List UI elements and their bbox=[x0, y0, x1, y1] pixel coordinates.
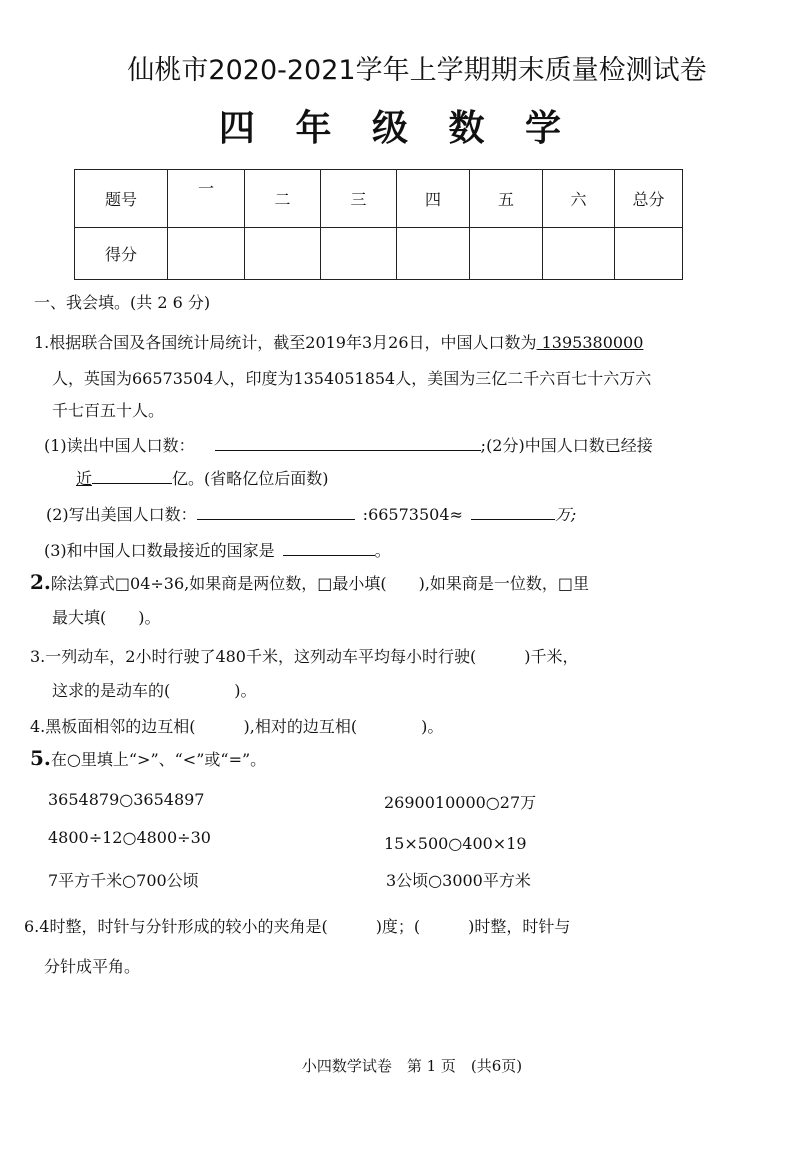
score-cell-total: 总分 bbox=[615, 170, 683, 228]
q1-sub3 bbox=[44, 538, 391, 561]
q4-line1: 4.黑板面相邻的边互相( ),相对的边互相( )。 bbox=[30, 717, 444, 736]
q1-sub2-mid: :66573504≈ bbox=[362, 505, 463, 524]
q1-line1 bbox=[34, 330, 643, 353]
q5-instruction: 在○里填上“>”、“<”或“=”。 bbox=[50, 750, 267, 769]
score-table-header-row bbox=[75, 170, 683, 228]
score-input-1[interactable] bbox=[168, 228, 245, 280]
score-input-6[interactable] bbox=[543, 228, 615, 280]
q5-item-2[interactable]: 2690010000○27万 bbox=[384, 793, 537, 812]
score-cell-5: 五 bbox=[470, 170, 543, 228]
q5-item-6[interactable]: 3公顷○3000平方米 bbox=[386, 871, 531, 890]
q6-line1: 6.4时整，时针与分针形成的较小的夹角是( )度；( )时整，时针与 bbox=[24, 917, 571, 936]
q1-sub1-approx-blank[interactable] bbox=[92, 467, 172, 484]
score-cell-1: 一 bbox=[168, 170, 245, 228]
q5-item-5[interactable]: 7平方千米○700公顷 bbox=[48, 871, 199, 890]
q1-sub3-post: 。 bbox=[374, 541, 391, 560]
score-cell-6: 六 bbox=[543, 170, 615, 228]
q1-sub1-line2-text: 亿。(省略亿位后面数) bbox=[172, 469, 329, 488]
q2-line2: 最大填( )。 bbox=[52, 608, 161, 627]
q1-sub1-mid: ;(2分)中国人口数已经接 bbox=[480, 436, 653, 455]
score-cell-4: 四 bbox=[397, 170, 470, 228]
q1-sub1-word: 近 bbox=[76, 469, 93, 488]
exam-title: 仙桃市2020-2021学年上学期期末质量检测试卷 bbox=[127, 55, 707, 86]
q5-item-4[interactable]: 15×500○400×19 bbox=[384, 834, 527, 853]
q2-line1 bbox=[30, 570, 589, 594]
q1-line1-text: 1.根据联合国及各国统计局统计，截至2019年3月26日，中国人口数为 bbox=[34, 333, 537, 352]
q5-item-1[interactable]: 3654879○3654897 bbox=[48, 790, 205, 809]
q1-sub3-answer-blank[interactable] bbox=[283, 539, 375, 556]
score-cell-2: 二 bbox=[245, 170, 321, 228]
q3-line1: 3.一列动车，2小时行驶了480千米，这列动车平均每小时行驶( )千米， bbox=[30, 647, 579, 666]
q1-sub2-answer-blank[interactable] bbox=[197, 503, 355, 520]
score-table-score-row bbox=[75, 228, 683, 280]
page-footer: 小四数学试卷 第 1 页 (共6页) bbox=[301, 1057, 523, 1075]
score-input-4[interactable] bbox=[397, 228, 470, 280]
q1-sub2-approx-blank[interactable] bbox=[471, 503, 555, 520]
score-input-2[interactable] bbox=[245, 228, 321, 280]
score-input-total[interactable] bbox=[615, 228, 683, 280]
q6-line2: 分针成平角。 bbox=[44, 957, 141, 976]
q1-china-population: 1395380000 bbox=[536, 333, 644, 352]
score-input-5[interactable] bbox=[470, 228, 543, 280]
q1-sub2-post: 万; bbox=[554, 505, 577, 524]
score-cell-label: 题号 bbox=[75, 170, 168, 228]
q2-line1-text: 除法算式□04÷36,如果商是两位数，□最小填( ),如果商是一位数，□里 bbox=[50, 574, 590, 593]
section1-heading: 一、我会填。(共 2 6 分) bbox=[34, 293, 211, 312]
q2-number: 2. bbox=[30, 570, 51, 594]
q1-sub2 bbox=[46, 502, 576, 525]
score-cell-3: 三 bbox=[321, 170, 397, 228]
score-table bbox=[74, 169, 683, 280]
q1-sub1 bbox=[44, 433, 653, 456]
q1-line2: 人，英国为66573504人，印度为1354051854人，美国为三亿二千六百七十六万六 bbox=[52, 369, 652, 388]
q5-line bbox=[30, 746, 266, 770]
q1-sub3-text: (3)和中国人口数最接近的国家是 bbox=[44, 541, 275, 560]
score-row-label: 得分 bbox=[75, 228, 168, 280]
q1-sub1-text: (1)读出中国人口数： bbox=[44, 436, 195, 455]
score-input-3[interactable] bbox=[321, 228, 397, 280]
q5-item-3[interactable]: 4800÷12○4800÷30 bbox=[48, 828, 211, 847]
q1-sub1-line2 bbox=[76, 466, 329, 489]
exam-subtitle: 四 年 级 数 学 bbox=[218, 108, 576, 149]
q1-line3: 千七百五十人。 bbox=[52, 401, 165, 420]
q1-sub1-answer-blank[interactable] bbox=[215, 434, 481, 451]
q3-line2: 这求的是动车的( )。 bbox=[52, 681, 257, 700]
q1-sub2-text: (2)写出美国人口数： bbox=[46, 505, 197, 524]
q5-number: 5. bbox=[30, 746, 51, 770]
